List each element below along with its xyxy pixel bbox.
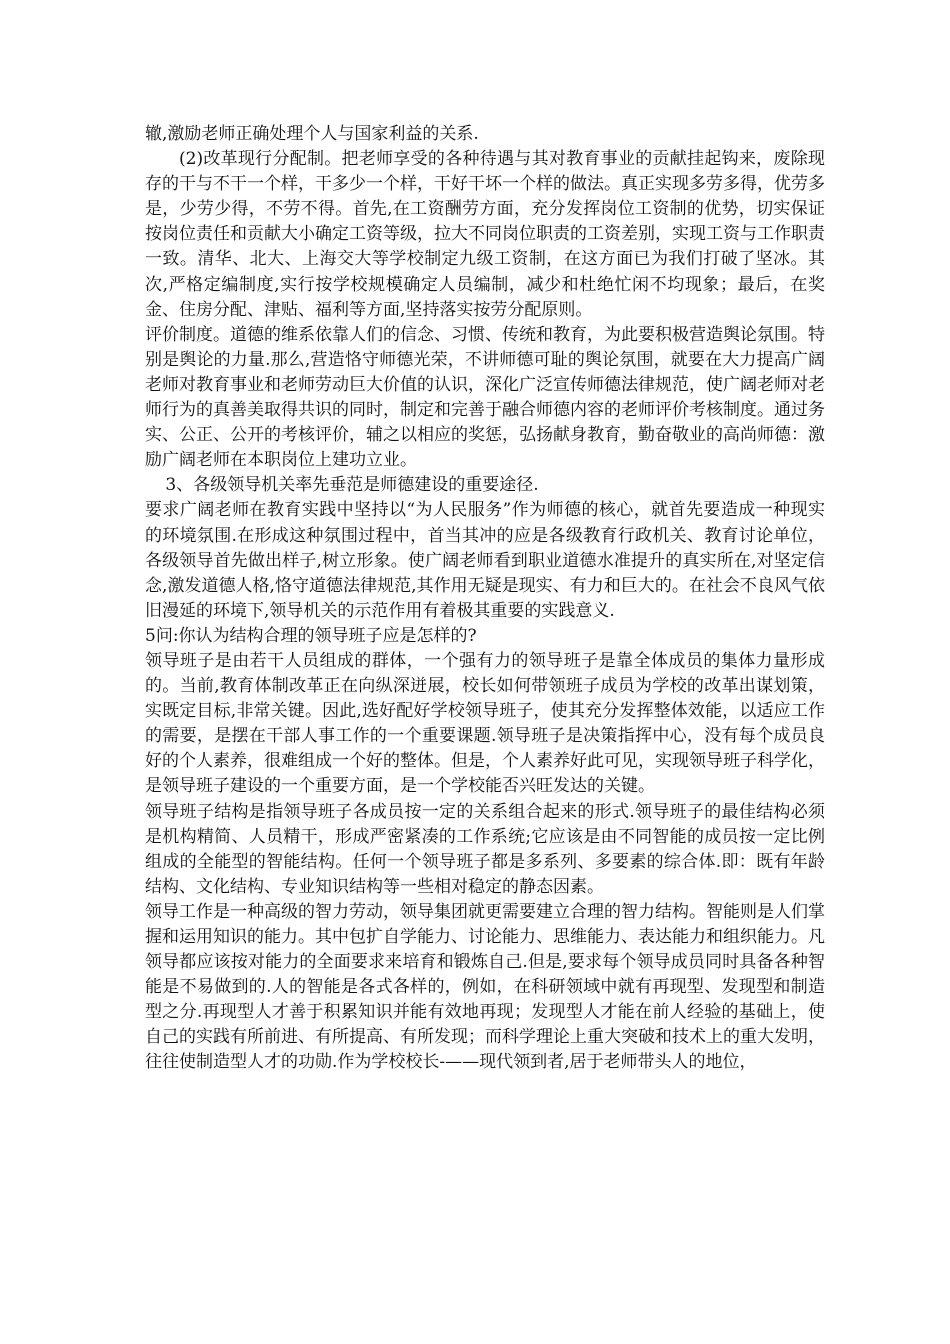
paragraph-4: 要求广阔老师在教育实践中坚持以“为人民服务”作为师德的核心，就首先要造成一种现实的环境氛围.在形成这种氛围过程中，首当其冲的应是各级教育行政机关、教育讨论单位，各级领导首先做出样子,树立形象。使广阔老师看到职业道德水准提升的真实所在,对坚定信念,激发道德人格,恪守道德法律规范,其作用无疑是现实、有力和巨大的。在社会不良风气依旧漫延的环境下,领导机关的示范作用有着极其重要的实践意义. [145,500,825,621]
paragraph-5: 领导班子是由若干人员组成的群体，一个强有力的领导班子是靠全体成员的集体力量形成的。当前,教育体制改革正在向纵深迸展，校长如何带领班子成员为学校的改革出谋划策，实既定目标,非常关键。因此,选好配好学校领导班子，使其充分发挥整体效能，以适应工作的需要，是摆在干部人事工作的一个重要课题.领导班子是决策指挥中心，没有每个成员良好的个人素养，很难组成一个好的整体。但是，个人素养好此可见，实现领导班子科学化，是领导班子建设的一个重要方面，是一个学校能否兴旺发达的关键。 [145,650,825,797]
document-body [145,122,825,1076]
paragraph-2: (2)改革现行分配制。把老师享受的各种待遇与其对教育事业的贡献挂起钩来，废除现存的干与不干一个样，干多少一个样，干好干坏一个样的做法。真正实现多劳多得，优劳多是，少劳少得，不劳不得。首先,在工资酬劳方面，充分发挥岗位工资制的优势，切实保证按岗位责任和贡献大小确定工资等级，拉大不同岗位职责的工资差别，实现工资与工作职责一致。清华、北大、上海交大等学校制定九级工资制，在这方面已为我们打破了坚冰。其次,严格定编制度,实行按学校规模确定人员编制，减少和杜绝忙闲不均现象；最后，在奖金、住房分配、津贴、福利等方面,坚持落实按劳分配原则。 [145,149,825,320]
paragraph-3: 评价制度。道德的维系依靠人们的信念、习惯、传统和教育，为此要积极营造舆论氛围。特别是舆论的力量.那么,营造恪守师德光荣，不讲师德可耻的舆论氛围，就要在大力提高广阔老师对教育事业和老师劳动巨大价值的认识，深化广泛宣传师德法律规范，使广阔老师对老师行为的真善美取得共识的同时，制定和完善于融合师德内容的老师评价考核制度。通过务实、公正、公开的考核评价，辅之以相应的奖惩，弘扬献身教育，勤奋敬业的高尚师德：激励广阔老师在本职岗位上建功立业。 [145,324,825,471]
question-heading-5: 5问:你认为结构合理的领导班子应是怎样的? [145,625,477,646]
section-heading-3: 3、各级领导机关率先垂范是师德建设的重要途径. [165,475,539,496]
paragraph-1: 辙,激励老师正确处理个人与国家利益的关系. [145,124,479,144]
paragraph-6: 领导班子结构是指领导班子各成员按一定的关系组合起来的形式.领导班子的最佳结构必须是机构精简、人员精干，形成严密紧凑的工作系统;它应该是由不同智能的成员按一定比例组成的全能型的智能结构。任何一个领导班子都是多系列、多要素的综合体.即：既有年龄结构、文化结构、专业知识结构等一些相对稳定的静态因素。 [145,801,825,897]
paragraph-7: 领导工作是一种高级的智力劳动，领导集团就更需要建立合理的智力结构。智能则是人们掌握和运用知识的能力。其中包扩自学能力、讨论能力、思维能力、表达能力和组织能力。凡领导都应该按对能力的全面要求来培育和锻炼自己.但是,要求每个领导成员同时具备各种智能是不易做到的.人的智能是各式各样的，例如，在科研领域中就有再现型、发现型和制造型之分.再现型人才善于积累知识并能有效地再现；发现型人才能在前人经验的基础上，使自己的实践有所前进、有所提高、有所发现；而科学理论上重大突破和技术上的重大发明，往往使制造型人才的功勋.作为学校校长-——现代领到者,居于老师带头人的地位， [145,901,825,1073]
